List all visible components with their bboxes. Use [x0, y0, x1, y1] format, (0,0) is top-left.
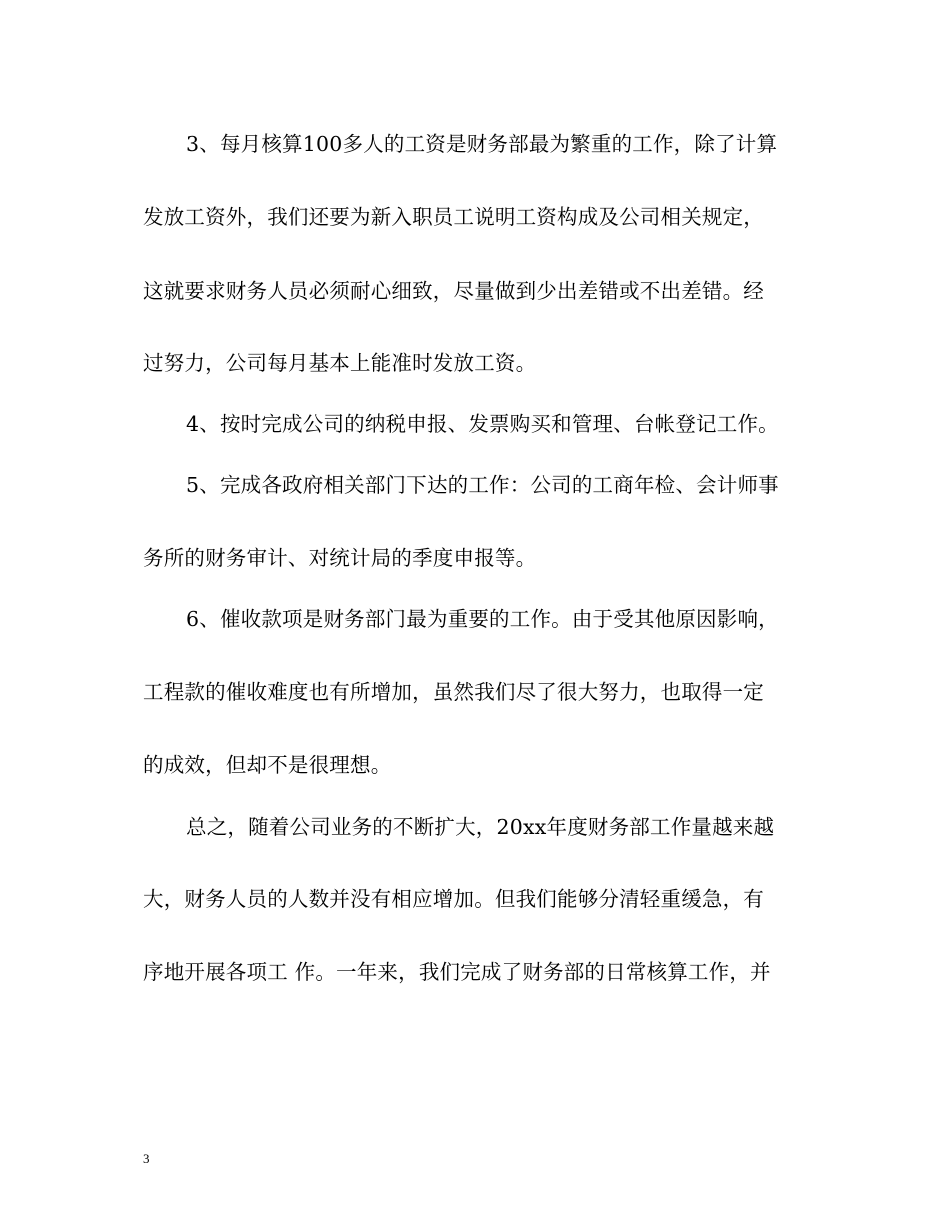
page-number: 3	[143, 1151, 150, 1166]
paragraph-line: 工程款的催收难度也有所增加，虽然我们尽了很大努力，也取得一定	[143, 680, 764, 704]
paragraph-line: 务所的财务审计、对统计局的季度申报等。	[143, 546, 537, 570]
paragraph-line: 大，财务人员的人数并没有相应增加。但我们能够分清轻重缓急，有	[143, 887, 764, 911]
paragraph-line: 过努力，公司每月基本上能准时发放工资。	[143, 351, 537, 375]
paragraph-line: 3、每月核算100多人的工资是财务部最为繁重的工作，除了计算	[186, 132, 778, 156]
paragraph-line: 发放工资外，我们还要为新入职员工说明工资构成及公司相关规定，	[143, 205, 764, 229]
paragraph-line: 序地开展各项工 作。一年来，我们完成了财务部的日常核算工作，并	[143, 960, 771, 984]
paragraph-line: 的成效，但却不是很理想。	[143, 753, 392, 777]
paragraph-line: 这就要求财务人员必须耐心细致，尽量做到少出差错或不出差错。经	[143, 279, 764, 303]
paragraph-line: 5、完成各政府相关部门下达的工作：公司的工商年检、会计师事	[186, 473, 779, 497]
paragraph-line: 总之，随着公司业务的不断扩大，20xx年度财务部工作量越来越	[186, 815, 775, 839]
paragraph-line: 4、按时完成公司的纳税申报、发票购买和管理、台帐登记工作。	[186, 412, 779, 436]
paragraph-line: 6、催收款项是财务部门最为重要的工作。由于受其他原因影响，	[186, 607, 779, 631]
